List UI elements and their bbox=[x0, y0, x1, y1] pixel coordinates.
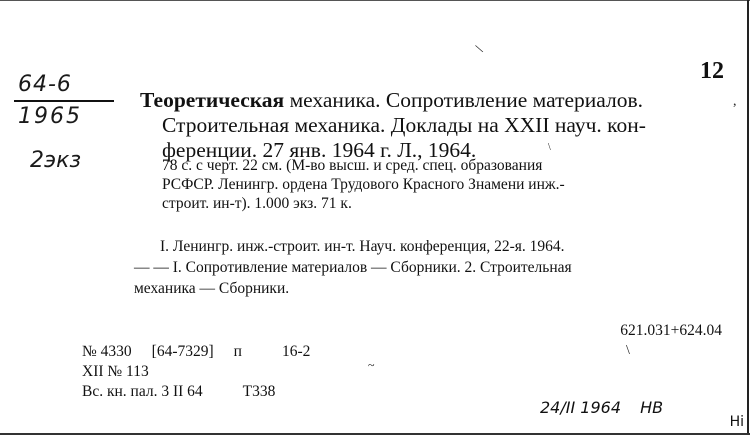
corner-mark: Нi bbox=[729, 414, 744, 430]
title-statement bbox=[140, 88, 730, 163]
chamber-code: Т338 bbox=[242, 383, 276, 400]
publication-line-2: РСФСР. Ленингр. ордена Трудового Красного Знамени инж.- bbox=[162, 176, 565, 193]
stray-mark: \ bbox=[548, 142, 551, 153]
title-line-2: Строительная механика. Доклады на XXII науч. кон- bbox=[162, 113, 646, 137]
card-number: 12 bbox=[700, 58, 724, 84]
subject-tracings bbox=[134, 236, 734, 299]
chamber-label: Вс. кн. пал. 3 II 64 bbox=[82, 383, 203, 400]
initials-signature: НВ bbox=[640, 398, 664, 417]
chamber-line bbox=[82, 382, 310, 402]
tracing-line-3: механика — Сборники. bbox=[134, 280, 290, 297]
copies-note: 2экз bbox=[30, 148, 82, 173]
registration-block bbox=[82, 342, 310, 402]
publication-line-3: строит. ин-т). 1.000 экз. 71 к. bbox=[162, 195, 352, 212]
udc-code: 621.031+624.04 bbox=[620, 322, 722, 339]
shelf-mark-top: 64-6 bbox=[18, 72, 72, 97]
order-line bbox=[82, 342, 310, 362]
card-right-edge bbox=[747, 0, 749, 435]
tracing-line-1: I. Ленингр. инж.-строит. ин-т. Науч. конференция, 22-я. 1964. bbox=[160, 238, 565, 255]
stray-mark: \ bbox=[474, 42, 486, 58]
handwritten-date bbox=[540, 398, 663, 417]
order-num: 16-2 bbox=[281, 343, 311, 360]
title-line-1-rest: механика. Сопротивление материалов. bbox=[284, 88, 644, 112]
card-top-edge bbox=[0, 0, 750, 1]
shelf-mark-bottom: 1965 bbox=[18, 104, 82, 129]
order-label: № 4330 bbox=[82, 343, 132, 360]
tracing-line-2: — — I. Сопротивление материалов — Сборники. 2. Строительная bbox=[134, 259, 572, 276]
stray-mark: , bbox=[733, 94, 737, 109]
stray-mark: ~ bbox=[368, 358, 375, 372]
publication-line-1: 78 с. с черт. 22 см. (М-во высш. и сред. спец. образования bbox=[162, 157, 543, 174]
order-p: п bbox=[233, 343, 242, 360]
title-line-3: ференции. 27 янв. 1964 г. Л., 1964. bbox=[162, 138, 477, 162]
order-code: [64-7329] bbox=[151, 343, 214, 360]
title-line-1 bbox=[140, 88, 730, 113]
publication-details bbox=[162, 156, 732, 213]
stray-mark: \ bbox=[626, 343, 630, 358]
shelf-mark-divider bbox=[14, 100, 114, 102]
main-heading: Теоретическая bbox=[140, 88, 285, 112]
date-note: 24/II 1964 bbox=[540, 398, 621, 417]
series-line: XII № 113 bbox=[82, 363, 149, 380]
